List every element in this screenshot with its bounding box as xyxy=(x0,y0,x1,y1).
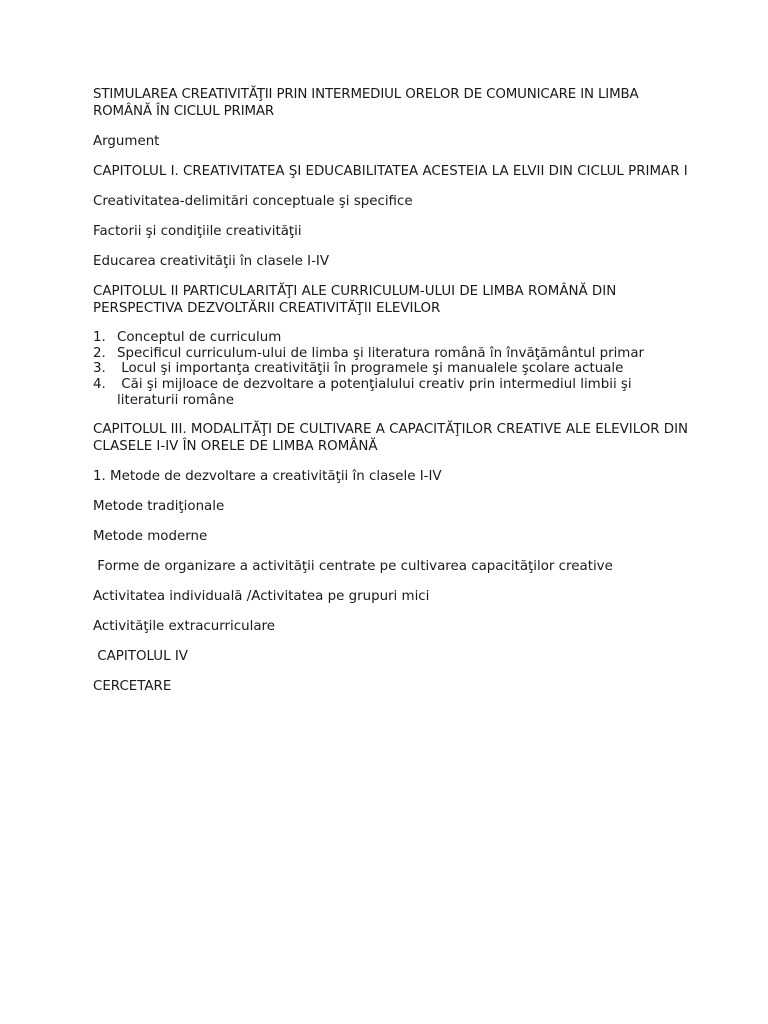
list-item-text: Conceptul de curriculum xyxy=(117,330,282,345)
list-item xyxy=(93,330,693,346)
list-item-number: 4. xyxy=(93,377,106,393)
list-item xyxy=(93,346,693,362)
chapter-3-section: Forme de organizare a activităţii centrate pe cultivarea capacităţilor creative xyxy=(93,558,613,574)
argument-heading: Argument xyxy=(93,134,160,149)
chapter-4-heading: CAPITOLUL IV xyxy=(93,648,188,664)
list-item-text: Locul şi importanţa creativităţii în programele şi manualele şcolare actuale xyxy=(117,361,624,377)
chapter-3-heading: CAPITOLUL III. MODALITĂŢI DE CULTIVARE A CAPACITĂŢILOR CREATIVE ALE ELEVILOR DIN CLASELE I-IV ÎN ORELE DE LIMBA ROMÂNĂ xyxy=(93,421,693,454)
chapter-1-heading: CAPITOLUL I. CREATIVITATEA ŞI EDUCABILITATEA ACESTEIA LA ELVII DIN CICLUL PRIMAR I xyxy=(93,164,688,179)
document-body xyxy=(93,86,693,708)
list-item-number: 1. xyxy=(93,330,106,345)
chapter-2-list xyxy=(93,330,693,409)
chapter-1-section: Creativitatea-delimitări conceptuale şi specifice xyxy=(93,194,413,209)
chapter-3-section: Activităţile extracurriculare xyxy=(93,618,276,634)
chapter-4-subheading: CERCETARE xyxy=(93,678,172,694)
list-item xyxy=(93,377,693,408)
document-title: STIMULAREA CREATIVITĂŢII PRIN INTERMEDIUL ORELOR DE COMUNICARE IN LIMBA ROMÂNĂ ÎN CICLUL PRIMAR xyxy=(93,87,647,119)
chapter-3-section: Activitatea individuală /Activitatea pe grupuri mici xyxy=(93,588,430,604)
chapter-3-section: Metode moderne xyxy=(93,528,208,544)
list-item-text: Căi şi mijloace de dezvoltare a potenţialului creativ prin intermediul limbii şi literaturii române xyxy=(117,377,636,408)
chapter-3-section: Metode tradiţionale xyxy=(93,498,225,514)
chapter-3-section: 1. Metode de dezvoltare a creativităţii în clasele I-IV xyxy=(93,468,442,484)
list-item xyxy=(93,361,693,377)
chapter-1-section: Factorii şi condiţiile creativităţii xyxy=(93,224,302,239)
list-item-number: 3. xyxy=(93,361,106,377)
list-item-text: Specificul curriculum-ului de limba şi literatura română în învăţământul primar xyxy=(117,345,645,361)
chapter-2-heading: CAPITOLUL II PARTICULARITĂŢI ALE CURRICULUM-ULUI DE LIMBA ROMÂNĂ DIN PERSPECTIVA DEZVOLTĂRII CREATIVITĂŢII ELEVILOR xyxy=(93,284,621,316)
list-item-number: 2. xyxy=(93,345,106,361)
chapter-1-section: Educarea creativităţii în clasele I-IV xyxy=(93,254,330,269)
